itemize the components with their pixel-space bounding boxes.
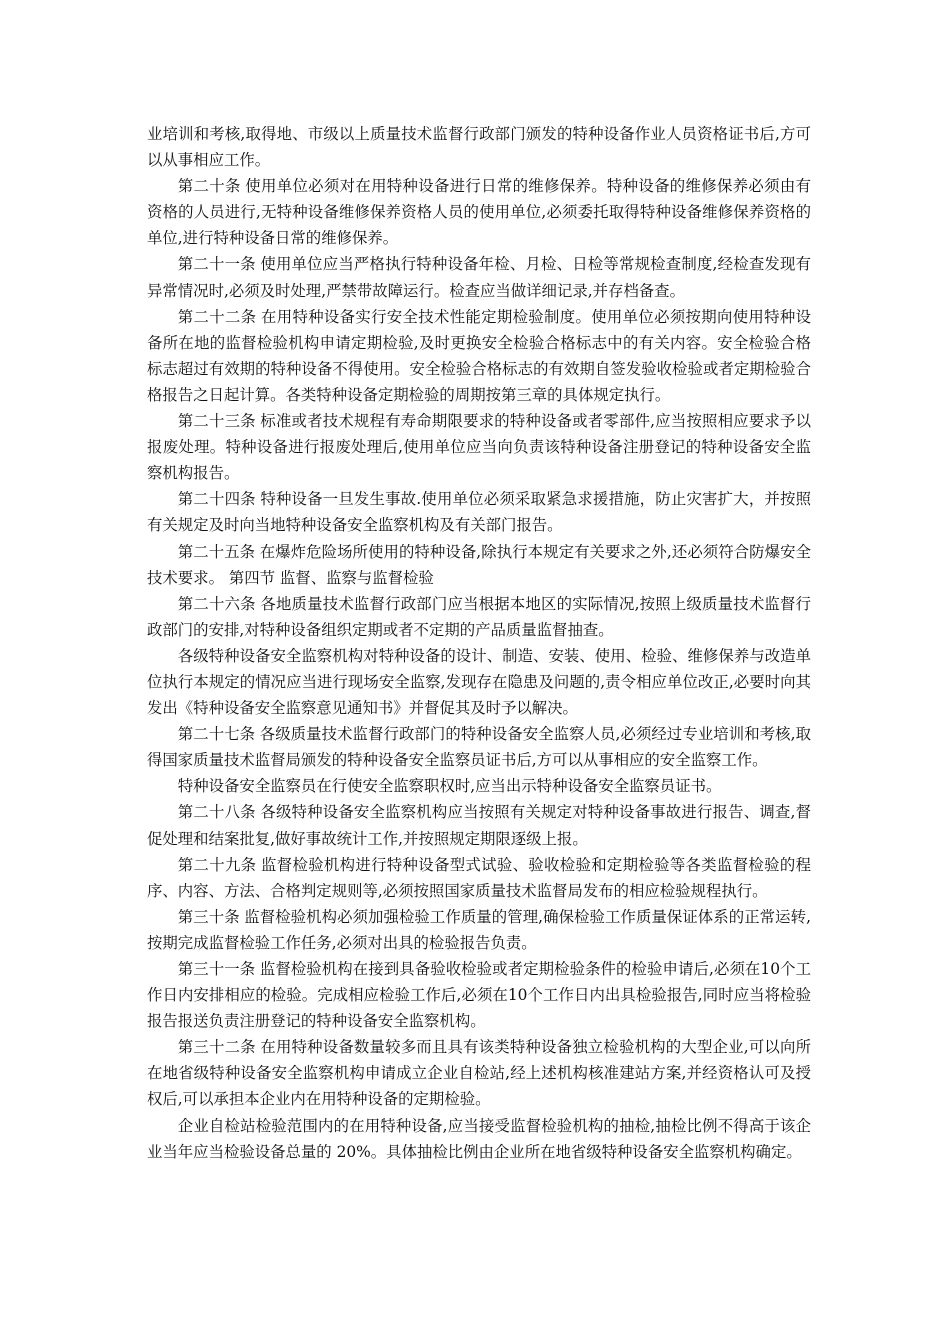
paragraph-text: 使用单位应当严格执行特种设备年检、月检、日检等常规检查制度,经检查发现有异常情况时,必须及时处理,严禁带故障运行。检查应当做详细记录,并存档备查。 [147, 255, 811, 300]
paragraph-article-31 [147, 956, 811, 1034]
article-number: 第二十二条 [177, 307, 257, 326]
article-number: 第三十二条 [177, 1038, 256, 1057]
article-number: 第三十条 [177, 907, 240, 926]
paragraph-text: 在爆炸危险场所使用的特种设备,除执行本规定有关要求之外,还必须符合防爆安全技术要求。 第四节 监督、监察与监督检验 [147, 542, 811, 587]
paragraph-text: 业培训和考核,取得地、市级以上质量技术监督行政部门颁发的特种设备作业人员资格证书后,方可以从事相应工作。 [147, 125, 811, 170]
paragraph-article-32-cont [147, 1113, 811, 1165]
paragraph-text: 企业自检站检验范围内的在用特种设备,应当接受监督检验机构的抽检,抽检比例不得高于该企业当年应当检验设备总量的 20%。具体抽检比例由企业所在地省级特种设备安全监察机构确定。 [147, 1116, 811, 1161]
paragraph-article-27-cont [147, 773, 811, 799]
article-number: 第二十七条 [177, 725, 256, 744]
document-page [147, 121, 811, 1165]
article-number: 第二十五条 [177, 542, 256, 561]
paragraph-article-28 [147, 799, 811, 851]
article-number: 第二十一条 [177, 255, 256, 274]
paragraph-text: 各级特种设备安全监察机构对特种设备的设计、制造、安装、使用、检验、维修保养与改造单位执行本规定的情况应当进行现场安全监察,发现存在隐患及问题的,责令相应单位改正,必要时向其发出《特种设备安全监察意见通知书》并督促其及时予以解决。 [147, 646, 811, 718]
paragraph-article-30 [147, 904, 811, 956]
paragraph-text: 各级质量技术监督行政部门的特种设备安全监察人员,必须经过专业培训和考核,取得国家质量技术监督局颁发的特种设备安全监察员证书后,方可以从事相应的安全监察工作。 [147, 725, 811, 770]
article-number: 第二十条 [177, 177, 241, 196]
paragraph-text: 各地质量技术监督行政部门应当根据本地区的实际情况,按照上级质量技术监督行政部门的安排,对特种设备组织定期或者不定期的产品质量监督抽查。 [147, 594, 811, 639]
paragraph-article-27 [147, 721, 811, 773]
paragraph-article-23 [147, 408, 811, 486]
paragraph-text: 各级特种设备安全监察机构应当按照有关规定对特种设备事故进行报告、调查,督促处理和结案批复,做好事故统计工作,并按照规定期限逐级上报。 [147, 803, 811, 848]
paragraph-article-22 [147, 304, 811, 408]
paragraph-1 [147, 121, 811, 173]
paragraph-article-26 [147, 591, 811, 643]
paragraph-text: 在用特种设备实行安全技术性能定期检验制度。使用单位必须按期向使用特种设备所在地的监督检验机构申请定期检验,及时更换安全检验合格标志中的有关内容。安全检验合格标志超过有效期的特种设备不得使用。安全检验合格标志的有效期自签发验收检验或者定期检验合格报告之日起计算。各类特种设备定期检验的周期按第三章的具体规定执行。 [147, 307, 811, 404]
paragraph-article-20 [147, 173, 811, 251]
paragraph-article-25 [147, 539, 811, 591]
paragraph-article-26-cont [147, 643, 811, 721]
article-number: 第三十一条 [177, 960, 256, 978]
paragraph-text: 标准或者技术规程有寿命期限要求的特种设备或者零部件,应当按照相应要求予以报废处理。特种设备进行报废处理后,使用单位应当向负责该特种设备注册登记的特种设备安全监察机构报告。 [147, 412, 811, 483]
article-number: 第二十四条 [177, 490, 256, 509]
paragraph-text: 特种设备一旦发生事故.使用单位必须采取紧急求援措施，防止灾害扩大，并按照有关规定及时向当地特种设备安全监察机构及有关部门报告。 [147, 490, 811, 535]
article-number: 第二十九条 [177, 855, 257, 874]
paragraph-article-29 [147, 852, 811, 904]
article-number: 第二十三条 [177, 412, 256, 431]
paragraph-text: 特种设备安全监察员在行使安全监察职权时,应当出示特种设备安全监察员证书。 [177, 777, 722, 796]
paragraph-text: 在用特种设备数量较多而且具有该类特种设备独立检验机构的大型企业,可以向所在地省级特种设备安全监察机构申请成立企业自检站,经上述机构核准建站方案,并经资格认可及授权后,可以承担本企业内在用特种设备的定期检验。 [147, 1038, 811, 1109]
paragraph-article-32 [147, 1034, 811, 1112]
article-number: 第二十六条 [177, 594, 256, 613]
paragraph-text: 监督检验机构在接到具备验收检验或者定期检验条件的检验申请后,必须在10个工作日内安排相应的检验。完成相应检验工作后,必须在10个工作日内出具检验报告,同时应当将检验报告报送负责注册登记的特种设备安全监察机构。 [147, 960, 811, 1031]
paragraph-text: 监督检验机构必须加强检验工作质量的管理,确保检验工作质量保证体系的正常运转,按期完成监督检验工作任务,必须对出具的检验报告负责。 [147, 907, 811, 952]
article-number: 第二十八条 [177, 803, 256, 822]
paragraph-text: 监督检验机构进行特种设备型式试验、验收检验和定期检验等各类监督检验的程序、内容、方法、合格判定规则等,必须按照国家质量技术监督局发布的相应检验规程执行。 [147, 855, 811, 900]
paragraph-text: 使用单位必须对在用特种设备进行日常的维修保养。特种设备的维修保养必须由有资格的人员进行,无特种设备维修保养资格人员的使用单位,必须委托取得特种设备维修保养资格的单位,进行特种设备日常的维修保养。 [147, 177, 811, 248]
paragraph-article-24 [147, 486, 811, 538]
paragraph-article-21 [147, 251, 811, 303]
